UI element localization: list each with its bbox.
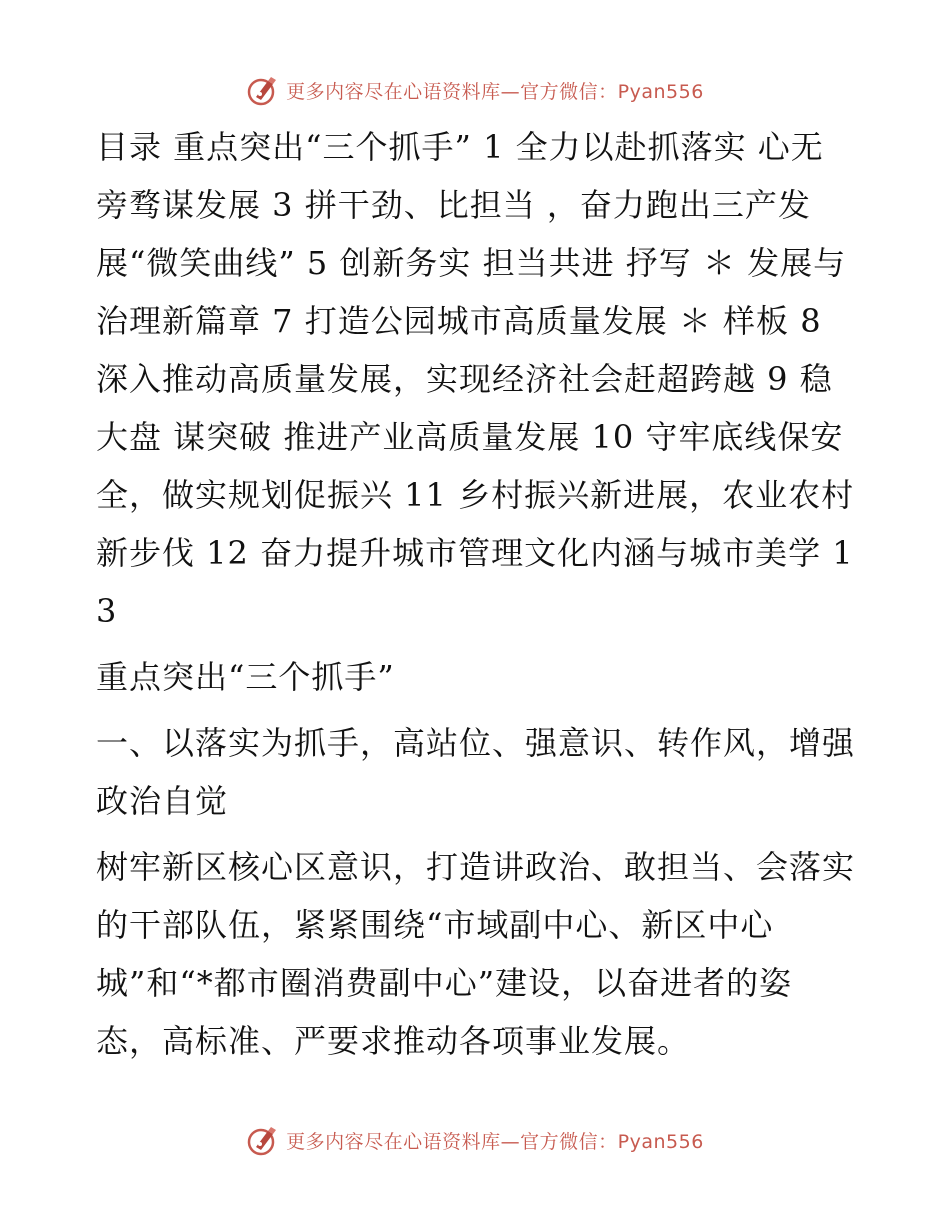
table-of-contents-paragraph: 目录 重点突出“三个抓手” 1 全力以赴抓落实 心无旁骛谋发展 3 拼干劲、比担当 ，奋力跑出三产发展“微笑曲线” 5 创新务实 担当共进 抒写 ＊ 发展与治理新篇章 7 打造公园城市高质量发展 ＊ 样板 8 深入推动高质量发展，实现经济社会赶超跨越 9 稳大盘 谋突破 推进产业高质量发展 10 守牢底线保安全，做实规划促振兴 11 乡村振兴新进展，农业农村新步伐 12 奋力提升城市管理文化内涵与城市美学 13: [96, 128, 855, 630]
pen-nib-circle-icon: [246, 73, 280, 107]
document-body: [96, 118, 856, 1070]
watermark-text: 更多内容尽在心语资料库—官方微信：Pyan556: [286, 80, 704, 103]
sub-heading: 一、以落实为抓手，高站位、强意识、转作风，增强政治自觉: [96, 724, 856, 820]
header-watermark: [0, 70, 950, 110]
section-heading: 重点突出“三个抓手”: [96, 658, 395, 696]
pen-nib-circle-icon: [246, 1123, 280, 1157]
footer-watermark: [0, 1120, 950, 1160]
watermark-text: 更多内容尽在心语资料库—官方微信：Pyan556: [286, 1130, 704, 1153]
body-paragraph: 树牢新区核心区意识，打造讲政治、敢担当、会落实的干部队伍，紧紧围绕“市域副中心、新区中心城”和“*都市圈消费副中心”建设，以奋进者的姿态，高标准、严要求推动各项事业发展。: [96, 848, 856, 1060]
